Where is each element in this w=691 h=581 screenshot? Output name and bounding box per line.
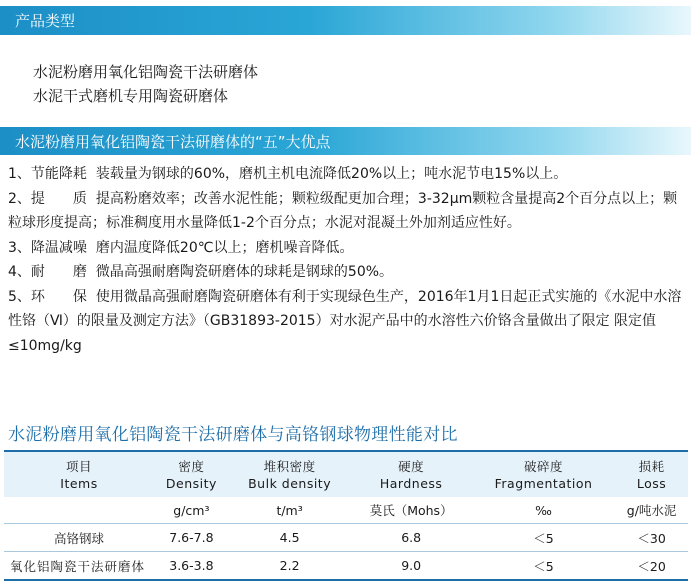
section-title-product-types: 产品类型 [15, 12, 76, 30]
product-item: 水泥干式磨机专用陶瓷研磨体 [33, 87, 229, 105]
table-row [4, 524, 688, 552]
unit-cell: g/cm³ [154, 497, 229, 524]
table-cell: ＜20 [615, 552, 688, 581]
comparison-table [4, 450, 688, 581]
advantage-item [8, 162, 683, 187]
section-bar-product-types [0, 6, 691, 35]
advantage-text: 微晶高强耐磨陶瓷研磨体的球耗是钢球的50%。 [95, 264, 394, 280]
advantage-head: 5、环 保 [8, 288, 87, 305]
advantage-item [8, 285, 683, 359]
table-cell: 9.0 [350, 552, 471, 581]
table-units-row [4, 497, 688, 524]
advantage-text: 磨内温度降低20℃以上；磨机噪音降低。 [95, 239, 354, 256]
advantage-item [8, 260, 683, 285]
comparison-table-title: 水泥粉磨用氧化铝陶瓷干法研磨体与高铬钢球物理性能对比 [8, 425, 458, 445]
product-item: 水泥粉磨用氧化铝陶瓷干法研磨体 [33, 63, 259, 81]
header-cell-fragmentation: 破碎度 Fragmentation [472, 451, 615, 497]
table-cell-material: 高铬钢球 [53, 530, 104, 546]
advantage-text: 使用微晶高强耐磨陶瓷研磨体有利于实现绿色生产，2016年1月1日起正式实施的《水泥中水溶性铬（Ⅵ）的限量及测定方法》（GB31893-2015）对水泥产品中的水溶性六价铬含量做出了限定 限定值≤10mg/kg [8, 288, 682, 354]
table-header-row [4, 451, 688, 497]
unit-cell: ‰ [472, 497, 615, 524]
table-cell-material: 氧化铝陶瓷干法研磨体 [4, 552, 154, 581]
unit-cell: t/m³ [229, 497, 351, 524]
advantage-head: 3、降温减噪 [8, 239, 87, 256]
unit-cell [4, 497, 154, 524]
table-cell: ＜5 [533, 530, 554, 546]
table-cell: ＜5 [472, 552, 615, 581]
table-cell: 6.8 [401, 530, 422, 545]
table-cell: 3.6-3.8 [154, 552, 229, 581]
advantage-text: 装载量为钢球的60%，磨机主机电流降低20%以上；吨水泥节电15%以上。 [95, 166, 568, 182]
advantage-head: 4、耐 磨 [8, 264, 87, 280]
unit-cell: 莫氏（Mohs） [350, 497, 471, 524]
table-cell: 7.6-7.8 [169, 530, 214, 545]
advantages-list [8, 162, 683, 358]
advantage-text: 提高粉磨效率；改善水泥性能；颗粒级配更加合理；3-32μm颗粒含量提高2个百分点以上；颗粒球形度提高；标准稠度用水量降低1-2个百分点；水泥对混凝土外加剂适应性好。 [8, 190, 678, 231]
advantage-item [8, 236, 683, 261]
header-cell-hardness: 硬度 Hardness [350, 451, 471, 497]
table-row [4, 552, 688, 581]
header-cell-density: 密度 Density [154, 451, 229, 497]
table-cell: ＜30 [637, 530, 666, 546]
advantage-item [8, 187, 683, 236]
section-bar-advantages [0, 127, 691, 155]
header-cell-loss: 损耗 Loss [615, 451, 688, 497]
section-title-advantages: 水泥粉磨用氧化铝陶瓷干法研磨体的“五”大优点 [15, 132, 331, 151]
unit-cell: g/吨水泥 [615, 497, 688, 524]
header-cell-items: 项目 Items [4, 451, 154, 497]
advantage-head: 2、提 质 [8, 190, 87, 207]
table-cell: 4.5 [279, 530, 300, 545]
table-cell: 2.2 [229, 552, 351, 581]
header-cell-bulk-density: 堆积密度 Bulk density [229, 451, 351, 497]
advantage-head: 1、节能降耗 [8, 166, 87, 182]
product-list [33, 60, 258, 108]
